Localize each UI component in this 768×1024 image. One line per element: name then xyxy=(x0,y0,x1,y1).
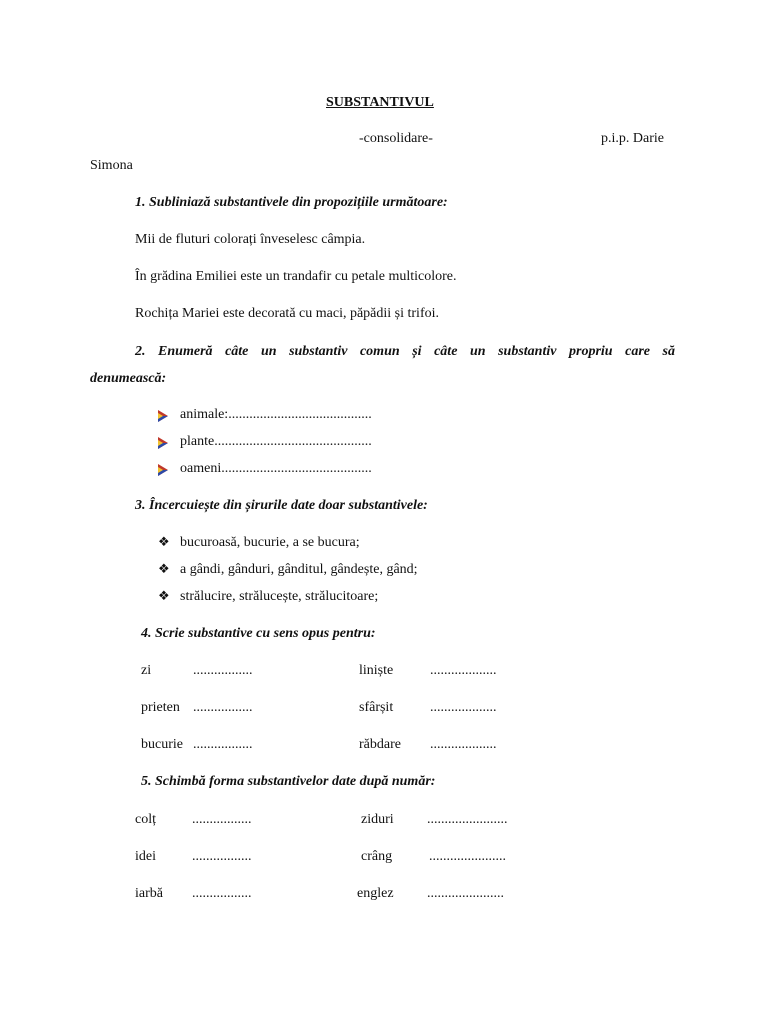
exercise-5-word: iarbă xyxy=(135,886,163,901)
exercise-5-blank: ...................... xyxy=(427,886,504,901)
exercise-5-blank: ................. xyxy=(192,849,252,864)
exercise-5-blank: ....................... xyxy=(427,812,508,827)
diamond-bullet-icon: ❖ xyxy=(158,589,170,604)
exercise-4-word: liniște xyxy=(359,663,394,678)
exercise-5-heading: 5. Schimbă forma substantivelor date după număr: xyxy=(141,774,436,789)
exercise-4-blank: ................. xyxy=(193,663,253,678)
exercise-2-item: oameni........................................... xyxy=(180,461,372,476)
exercise-4-word: bucurie xyxy=(141,737,183,752)
exercise-5-blank: ................. xyxy=(192,812,252,827)
exercise-2-item: plante............................................. xyxy=(180,434,372,449)
exercise-4-heading: 4. Scrie substantive cu sens opus pentru: xyxy=(141,626,376,641)
exercise-5-blank: ................. xyxy=(192,886,252,901)
diamond-bullet-icon: ❖ xyxy=(158,535,170,550)
exercise-5-word: idei xyxy=(135,849,156,864)
exercise-1-sentence: În grădina Emiliei este un trandafir cu petale multicolore. xyxy=(135,269,457,284)
exercise-2-heading: 2. Enumeră câte un substantiv comun și câte un substantiv propriu care să xyxy=(135,344,675,359)
exercise-1-sentence: Rochița Mariei este decorată cu maci, păpădii și trifoi. xyxy=(135,306,439,321)
document-title: SUBSTANTIVUL xyxy=(326,95,434,110)
exercise-4-blank: ................. xyxy=(193,700,253,715)
exercise-1-heading: 1. Subliniază substantivele din propozițiile următoare: xyxy=(135,195,448,210)
exercise-4-word: zi xyxy=(141,663,152,678)
exercise-4-blank: ................... xyxy=(430,700,497,715)
exercise-2-heading-continued: denumească: xyxy=(90,371,167,386)
exercise-3-item: a gândi, gânduri, gânditul, gândește, gând; xyxy=(180,562,418,577)
exercise-2-item: animale:......................................... xyxy=(180,407,372,422)
exercise-4-word: prieten xyxy=(141,700,180,715)
arrow-bullet-icon xyxy=(158,410,170,422)
exercise-3-item: strălucire, strălucește, strălucitoare; xyxy=(180,589,379,604)
exercise-4-word: sfârșit xyxy=(359,700,394,715)
author-line: p.i.p. Darie xyxy=(601,131,664,146)
arrow-bullet-icon xyxy=(158,464,170,476)
author-line-continued: Simona xyxy=(90,158,133,173)
exercise-5-word: crâng xyxy=(361,849,393,864)
diamond-bullet-icon: ❖ xyxy=(158,562,170,577)
subtitle: -consolidare- xyxy=(359,131,433,146)
exercise-4-blank: ................. xyxy=(193,737,253,752)
exercise-4-blank: ................... xyxy=(430,663,497,678)
exercise-4-blank: ................... xyxy=(430,737,497,752)
exercise-1-sentence: Mii de fluturi colorați înveselesc câmpia. xyxy=(135,232,366,247)
exercise-5-word: ziduri xyxy=(361,812,394,827)
exercise-3-heading: 3. Încercuiește din șirurile date doar substantivele: xyxy=(135,498,428,513)
exercise-3-item: bucuroasă, bucurie, a se bucura; xyxy=(180,535,360,550)
exercise-5-word: englez xyxy=(357,886,394,901)
exercise-5-blank: ...................... xyxy=(429,849,506,864)
exercise-4-word: răbdare xyxy=(359,737,401,752)
arrow-bullet-icon xyxy=(158,437,170,449)
exercise-5-word: colț xyxy=(135,812,156,827)
